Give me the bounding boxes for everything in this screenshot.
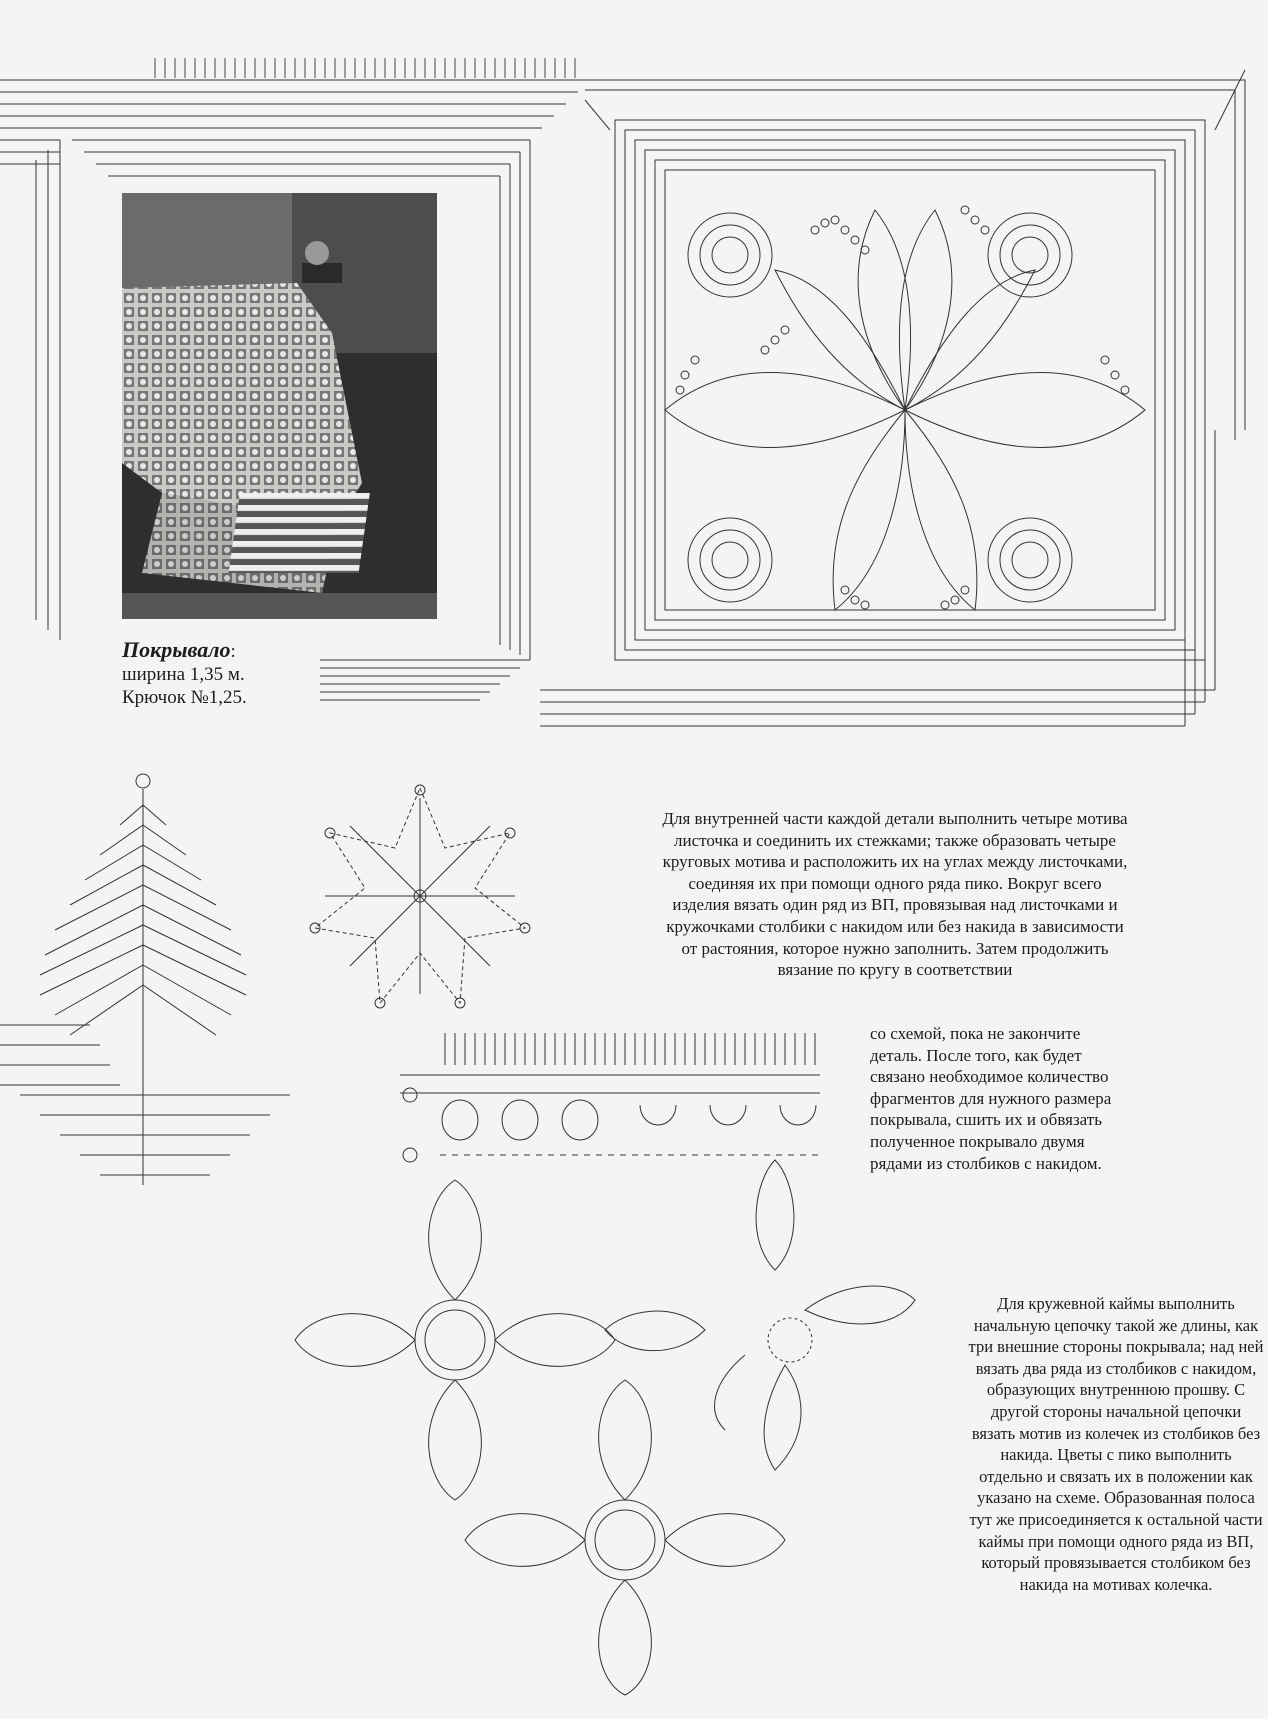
- star-motif-diagram: [295, 778, 545, 1018]
- bedspread-photo: [122, 193, 437, 619]
- caption-hook: Крючок №1,25.: [122, 687, 247, 708]
- inner-part-instructions: Для внутренней части каждой детали выполнить четыре мотива листочка и соединить их стежками; также образовать четыре круговых мотива и расположить их на углах между листочками, соединяя их при помощи одного ряда пико. Вокруг всего изделия вязать один ряд из ВП, провязывая над листочками и кружочками столбики с накидом или без накида в зависимости от растояния, которое нужно заполнить. Затем продолжить вязание по кругу в соответствии: [662, 809, 1128, 980]
- leaf-motif-diagram: [0, 765, 310, 1205]
- border-band-diagram: [400, 1025, 850, 1185]
- caption-title: Покрывало: [122, 637, 231, 662]
- lace-border-instructions: Для кружевной каймы выполнить начальную цепочку такой же длины, как три внешние стороны покрывала; над ней вязать два ряда из столбиков с накидом, образующих внутреннюю прошву. С другой стороны начальной цепочки вязать мотив из колечек из столбиков без накида. Цветы с пико выполнить отдельно и связать их в положении как указано на схеме. Образованная полоса тут же присоединяется к остальной части каймы при помощи одного ряда из ВП, который провязывается столбиком без накида на мотивах колечка.: [968, 1294, 1264, 1594]
- ring-lace-diagram: [285, 1180, 945, 1700]
- caption-block: [122, 638, 247, 709]
- caption-colon: :: [230, 641, 236, 662]
- square-motif-diagram: [585, 30, 1255, 730]
- caption-width: ширина 1,35 м.: [122, 664, 245, 685]
- inner-part-instructions-continued: со схемой, пока не закончите деталь. После того, как будет связано необходимое количество фрагментов для нужного размера покрывала, сшить их и обвязать полученное покрывало двумя рядами из столбиков с накидом.: [870, 1024, 1112, 1173]
